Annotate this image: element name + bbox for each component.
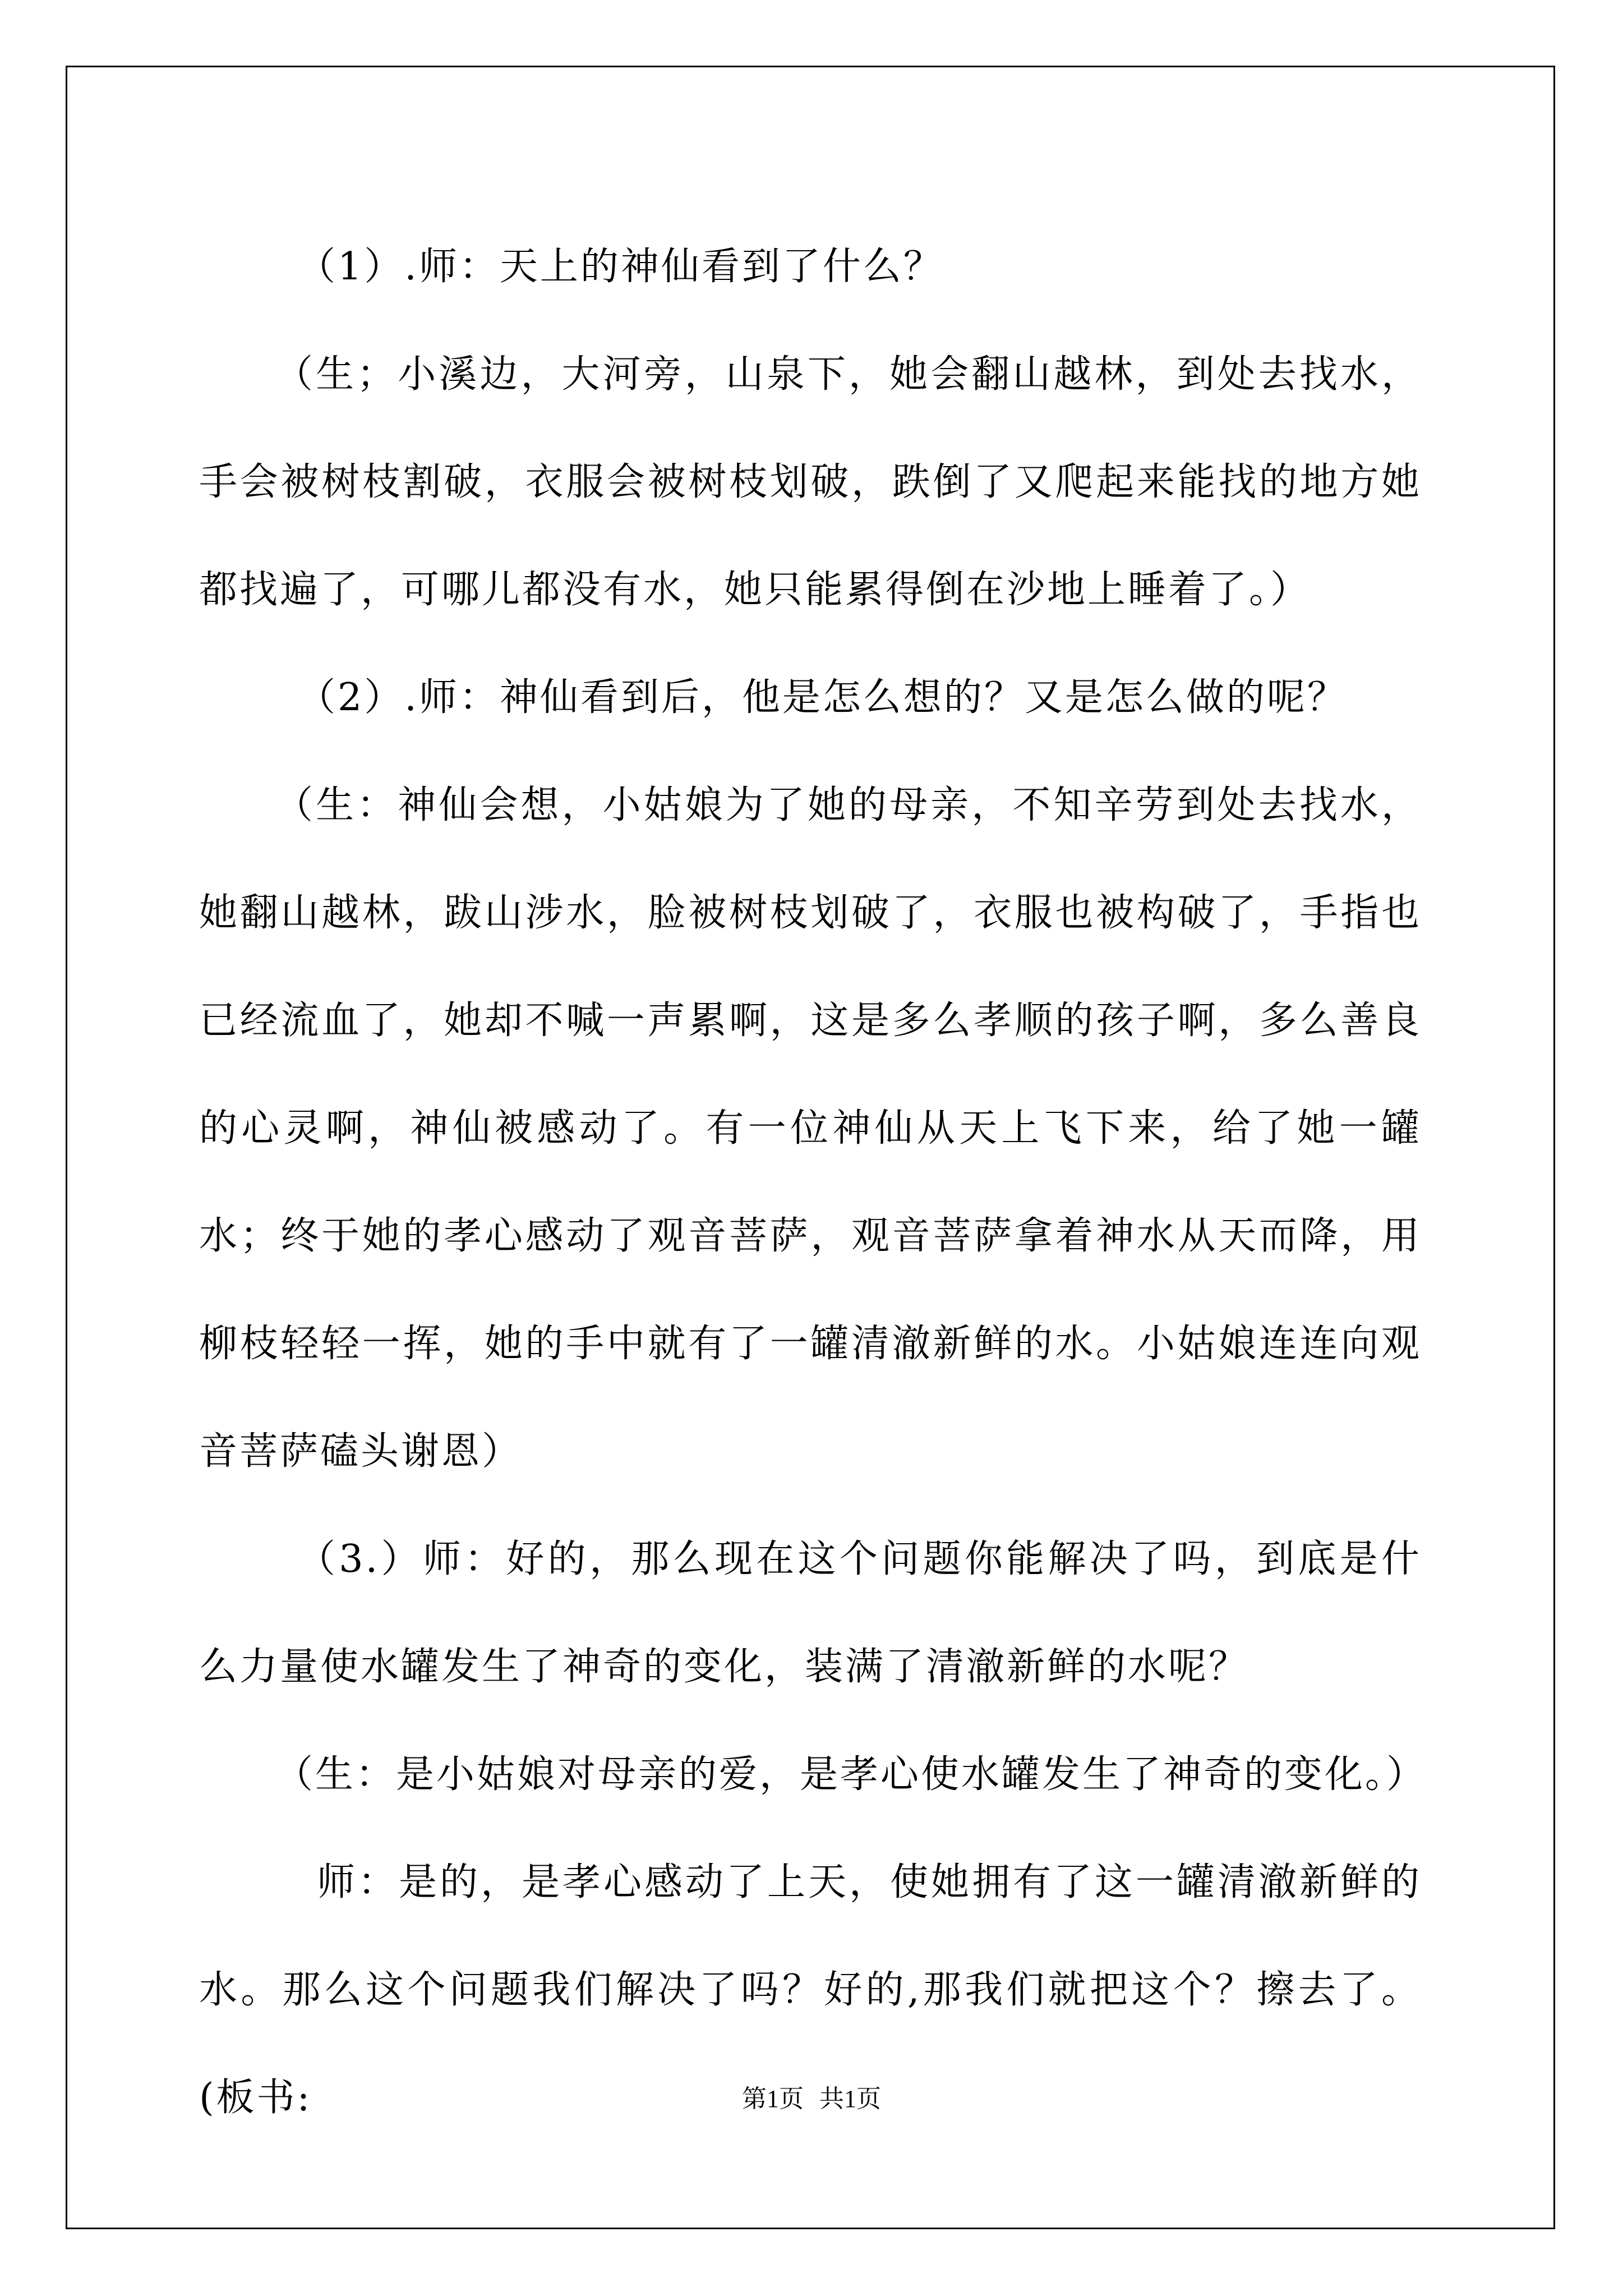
paragraph-5: （3.）师：好的，那么现在这个问题你能解决了吗，到底是什么力量使水罐发生了神奇的变化，装满了清澈新鲜的水呢？ — [199, 1537, 1422, 1689]
paragraph-3: （2）.师：神仙看到后，他是怎么想的？又是怎么做的呢？ — [297, 675, 1348, 720]
paragraph-2: （生；小溪边，大河旁，山泉下，她会翻山越林，到处去找水，手会被树枝割破，衣服会被树枝划破，跌倒了又爬起来能找的地方她都找遍了，可哪儿都没有水，她只能累得倒在沙地上睡着了。） — [199, 352, 1422, 612]
document-body — [199, 213, 1427, 2152]
page-footer — [0, 2082, 1623, 2116]
page-number-total: 共1页 — [819, 2085, 881, 2113]
page-number-current: 第1页 — [742, 2085, 804, 2113]
paragraph-1: （1）.师：天上的神仙看到了什么？ — [297, 245, 944, 289]
paragraph-7: 师：是的，是孝心感动了上天，使她拥有了这一罐清澈新鲜的水。那么这个问题我们解决了吗？好的,那我们就把这个？擦去了。(板书: — [199, 1860, 1422, 2120]
paragraph-6: （生：是小姑娘对母亲的爱，是孝心使水罐发生了神奇的变化。） — [275, 1752, 1427, 1797]
paragraph-4: （生：神仙会想，小姑娘为了她的母亲，不知辛劳到处去找水，她翻山越林，跋山涉水，脸被树枝划破了，衣服也被构破了，手指也已经流血了，她却不喊一声累啊，这是多么孝顺的孩子啊，多么善良的心灵啊，神仙被感动了。有一位神仙从天上飞下来，给了她一罐水；终于她的孝心感动了观音菩萨，观音菩萨拿着神水从天而降，用柳枝轻轻一挥，她的手中就有了一罐清澈新鲜的水。小姑娘连连向观音菩萨磕头谢恩） — [199, 783, 1422, 1474]
